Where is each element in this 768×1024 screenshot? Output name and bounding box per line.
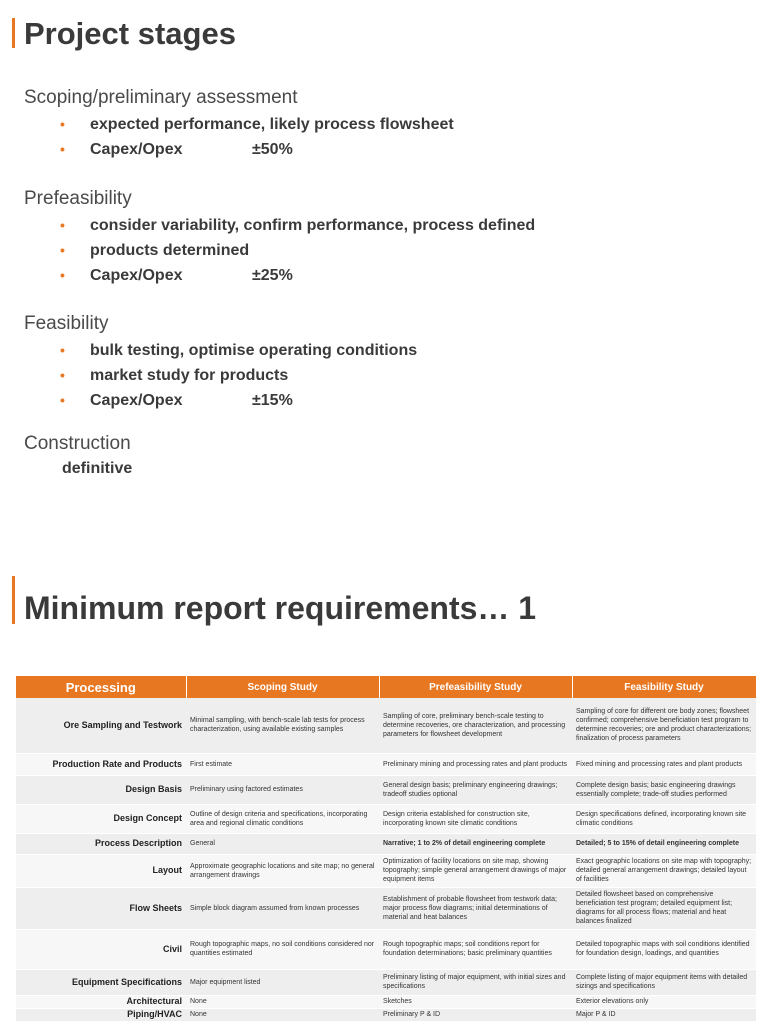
cell-scoping: Outline of design criteria and specifications, incorporating area and regional climatic conditions: [186, 804, 379, 833]
slide-title: Minimum report requirements… 1: [24, 590, 537, 626]
cell-feasibility: Detailed flowsheet based on comprehensive beneficiation test program; detailed equipment list; diagrams for all process flows; material and heat balances finalized: [572, 887, 756, 929]
row-label: Civil: [16, 929, 186, 969]
capex-value: ±25%: [252, 267, 293, 284]
cell-prefeasibility: Preliminary listing of major equipment, with initial sizes and specifications: [379, 969, 572, 995]
table-row: [16, 995, 756, 1008]
stage-name: Feasibility: [24, 313, 109, 334]
cell-prefeasibility: Preliminary mining and processing rates and plant products: [379, 753, 572, 775]
stage-name: Prefeasibility: [24, 188, 132, 209]
capex-label: Capex/Opex: [90, 141, 183, 158]
table-row: [16, 929, 756, 969]
bullet-item: [60, 238, 535, 263]
row-label: Piping/HVAC: [16, 1008, 186, 1021]
bullet-list: [24, 338, 417, 413]
header-scoping: Scoping Study: [186, 676, 379, 698]
cell-feasibility: Major P & ID: [572, 1008, 756, 1021]
stage-prefeasibility: [24, 187, 535, 288]
bullet-list: [24, 112, 454, 162]
bullet-icon: •: [60, 242, 65, 258]
title-accent-bar: [12, 18, 15, 48]
row-label: Flow Sheets: [16, 887, 186, 929]
row-label: Equipment Specifications: [16, 969, 186, 995]
bullet-item: [60, 213, 535, 238]
bullet-item: [60, 137, 454, 162]
bullet-item: [60, 388, 417, 413]
cell-scoping: General: [186, 833, 379, 854]
cell-feasibility: Detailed; 5 to 15% of detail engineering complete: [572, 833, 756, 854]
row-label: Design Concept: [16, 804, 186, 833]
bullet-icon: •: [60, 342, 65, 358]
bullet-item: [60, 112, 454, 137]
row-label: Production Rate and Products: [16, 753, 186, 775]
cell-feasibility: Detailed topographic maps with soil conditions identified for foundation design, loadings, and quantities: [572, 929, 756, 969]
cell-feasibility: Design specifications defined, incorporating known site climatic conditions: [572, 804, 756, 833]
bullet-text: expected performance, likely process flowsheet: [90, 116, 454, 133]
row-label: Design Basis: [16, 775, 186, 804]
bullet-icon: •: [60, 217, 65, 233]
bullet-text: market study for products: [90, 367, 289, 384]
title-accent-bar: [12, 576, 15, 624]
header-feasibility: Feasibility Study: [572, 676, 756, 698]
table-row: [16, 1008, 756, 1021]
row-label: Layout: [16, 854, 186, 887]
bullet-text: bulk testing, optimise operating conditions: [90, 342, 418, 359]
table-header-row: [16, 676, 756, 698]
cell-scoping: None: [186, 995, 379, 1008]
bullet-icon: •: [60, 141, 65, 157]
bullet-icon: •: [60, 392, 65, 408]
header-prefeasibility: Prefeasibility Study: [379, 676, 572, 698]
bullet-item: [60, 363, 417, 388]
cell-scoping: None: [186, 1008, 379, 1021]
stage-name: Scoping/preliminary assessment: [24, 87, 298, 108]
table-row: [16, 833, 756, 854]
cell-scoping: First estimate: [186, 753, 379, 775]
cell-prefeasibility: Sketches: [379, 995, 572, 1008]
cell-prefeasibility: Narrative; 1 to 2% of detail engineering complete: [379, 833, 572, 854]
slide-title: Project stages: [24, 16, 236, 51]
cell-feasibility: Exterior elevations only: [572, 995, 756, 1008]
capex-value: ±15%: [252, 392, 293, 409]
row-label: Architectural: [16, 995, 186, 1008]
cell-feasibility: Fixed mining and processing rates and plant products: [572, 753, 756, 775]
cell-prefeasibility: Establishment of probable flowsheet from testwork data; major process flow diagrams; initial determinations of material and heat balances: [379, 887, 572, 929]
bullet-icon: •: [60, 267, 65, 283]
cell-feasibility: Exact geographic locations on site map with topography; detailed general arrangement drawings; detailed layout of facilities: [572, 854, 756, 887]
table-row: [16, 887, 756, 929]
cell-scoping: Simple block diagram assumed from known processes: [186, 887, 379, 929]
cell-scoping: Minimal sampling, with bench-scale lab tests for process characterization, using available existing samples: [186, 698, 379, 753]
capex-label: Capex/Opex: [90, 392, 183, 409]
cell-prefeasibility: Preliminary P & ID: [379, 1008, 572, 1021]
stage-scoping: [24, 86, 454, 162]
table-row: [16, 854, 756, 887]
table-row: [16, 775, 756, 804]
bullet-text: products determined: [90, 242, 250, 259]
bullet-list: [24, 213, 535, 288]
stage-feasibility: [24, 312, 417, 413]
cell-scoping: Approximate geographic locations and site map; no general arrangement drawings: [186, 854, 379, 887]
requirements-table: [16, 676, 757, 1022]
row-label: Process Description: [16, 833, 186, 854]
stage-construction: [24, 432, 132, 478]
table-row: [16, 753, 756, 775]
table-row: [16, 698, 756, 753]
cell-prefeasibility: Optimization of facility locations on site map, showing topography; simple general arrangement drawings of major equipment items: [379, 854, 572, 887]
cell-feasibility: Complete listing of major equipment items with detailed sizings and specifications: [572, 969, 756, 995]
header-processing: Processing: [16, 676, 186, 698]
cell-feasibility: Complete design basis; basic engineering drawings essentially complete; trade-off studies performed: [572, 775, 756, 804]
cell-scoping: Major equipment listed: [186, 969, 379, 995]
row-label: Ore Sampling and Testwork: [16, 698, 186, 753]
bullet-icon: •: [60, 367, 65, 383]
cell-feasibility: Sampling of core for different ore body zones; flowsheet confirmed; comprehensive beneficiation test program to determine recoveries; ore and product characterizations; finalization of process parameters: [572, 698, 756, 753]
table-row: [16, 804, 756, 833]
table-row: [16, 969, 756, 995]
stage-name: Construction: [24, 433, 131, 454]
bullet-item: [60, 263, 535, 288]
cell-scoping: Rough topographic maps, no soil conditions considered nor quantities estimated: [186, 929, 379, 969]
bullet-item: [60, 338, 417, 363]
construction-note: definitive: [62, 460, 133, 477]
bullet-icon: •: [60, 116, 65, 132]
capex-value: ±50%: [252, 141, 293, 158]
cell-prefeasibility: Sampling of core, preliminary bench-scale testing to determine recoveries, ore characterization, and processing parameters for flowsheet development: [379, 698, 572, 753]
cell-prefeasibility: Rough topographic maps; soil conditions report for foundation determinations; basic preliminary quantities: [379, 929, 572, 969]
slide-minimum-report-requirements: [0, 570, 768, 1024]
cell-prefeasibility: General design basis; preliminary engineering drawings; tradeoff studies optional: [379, 775, 572, 804]
cell-scoping: Preliminary using factored estimates: [186, 775, 379, 804]
capex-label: Capex/Opex: [90, 267, 183, 284]
cell-prefeasibility: Design criteria established for construction site, incorporating known site climatic conditions: [379, 804, 572, 833]
bullet-text: consider variability, confirm performance, process defined: [90, 217, 536, 234]
